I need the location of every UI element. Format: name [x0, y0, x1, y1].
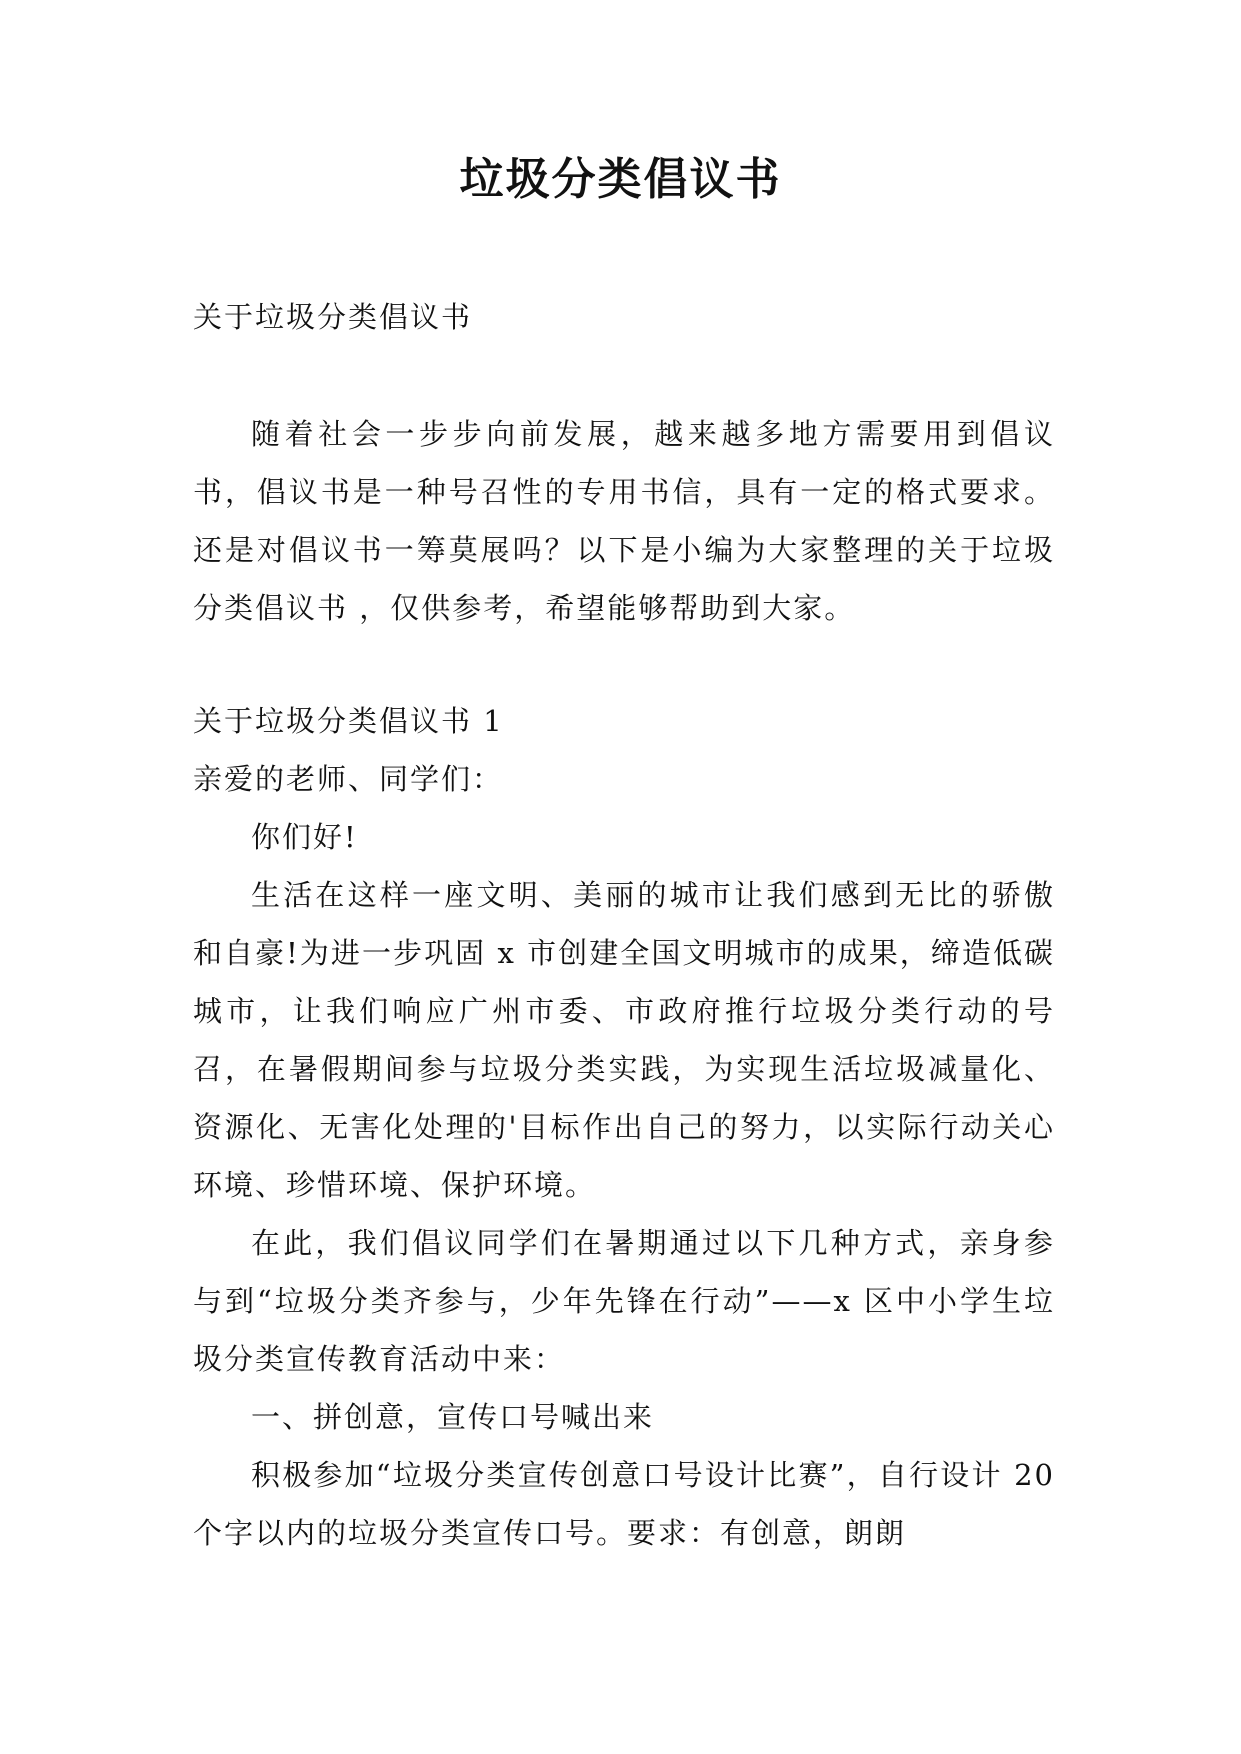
body-paragraph: 积极参加“垃圾分类宣传创意口号设计比赛”，自行设计 20 个字以内的垃圾分类宣传口号。要求：有创意，朗朗: [193, 1458, 1055, 1550]
body-paragraph: 在此，我们倡议同学们在暑期通过以下几种方式，亲身参与到“垃圾分类齐参与，少年先锋在行动”——x 区中小学生垃圾分类宣传教育活动中来：: [193, 1226, 1055, 1376]
subtitle-text: 关于垃圾分类倡议书: [193, 300, 473, 334]
section-block: [193, 692, 1055, 1562]
section-heading: 关于垃圾分类倡议书 1: [193, 704, 504, 738]
salutation: 亲爱的老师、同学们：: [193, 762, 504, 796]
document-subtitle: [193, 288, 1055, 346]
body-paragraph: 生活在这样一座文明、美丽的城市让我们感到无比的骄傲和自豪!为进一步巩固 x 市创建全国文明城市的成果，缔造低碳城市，让我们响应广州市委、市政府推行垃圾分类行动的号召，在暑假期间参与垃圾分类实践，为实现生活垃圾减量化、资源化、无害化处理的'目标作出自己的努力，以实际行动关心环境、珍惜环境、保护环境。: [193, 878, 1055, 1202]
intro-block: [193, 405, 1055, 637]
intro-paragraph: 随着社会一步步向前发展，越来越多地方需要用到倡议书，倡议书是一种号召性的专用书信，具有一定的格式要求。还是对倡议书一筹莫展吗？以下是小编为大家整理的关于垃圾分类倡议书 ，仅供参考，希望能够帮助到大家。: [193, 417, 1055, 625]
list-heading: 一、拼创意，宣传口号喊出来: [251, 1400, 655, 1434]
document-title: 垃圾分类倡议书: [459, 154, 782, 205]
greeting: 你们好!: [251, 820, 358, 854]
